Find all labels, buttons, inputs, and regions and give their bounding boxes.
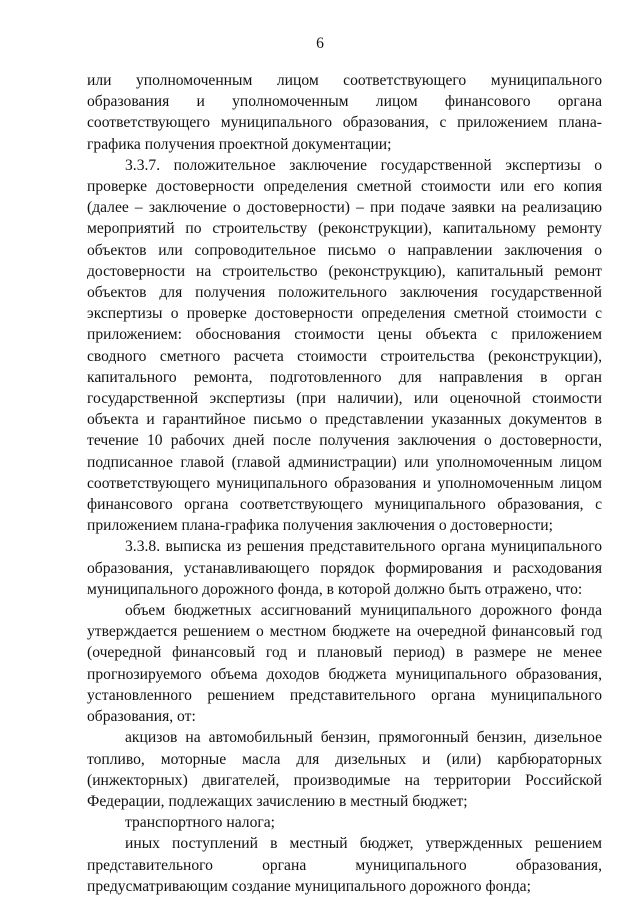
page-number: 6 xyxy=(316,35,324,52)
paragraph-3-3-8: 3.3.8. выписка из решения представительного органа муниципального образования, устанавливающего порядок формирования и расходования муниципального дорожного фонда, в которой должно быть отражено, что: xyxy=(87,538,602,598)
document-body xyxy=(87,70,602,897)
paragraph-excise: акцизов на автомобильный бензин, прямогонный бензин, дизельное топливо, моторные масла для дизельных и (или) карбюраторных (инжекторных) двигателей, производимые на территории Российской Федерации, подлежащих зачислению в местный бюджет; xyxy=(87,729,602,810)
paragraph-continuation: или уполномоченным лицом соответствующего муниципального образования и уполномоченным лицом финансового органа соответствующего муниципального образования, с приложением плана-графика получения проектной документации; xyxy=(87,72,602,153)
paragraph-fund-volume: объем бюджетных ассигнований муниципального дорожного фонда утверждается решением о местном бюджете на очередной финансовый год (очередной финансовый год и плановый период) в размере не менее прогнозируемого объема доходов бюджета муниципального образования, установленного решением представительного органа муниципального образования, от: xyxy=(87,602,602,726)
paragraph-3-3-7: 3.3.7. положительное заключение государственной экспертизы о проверке достоверности определения сметной стоимости или его копия (далее – заключение о достоверности) – при подаче заявки на реализацию мероприятий по строительству (реконструкции), капитальному ремонту объектов или сопроводительное письмо о направлении заключения о достоверности на строительство (реконструкцию), капитальный ремонт объектов для получения положительного заключения государственной экспертизы о проверке достоверности определения сметной стоимости с приложением: обоснования стоимости цены объекта с приложением сводного сметного расчета стоимости строительства (реконструкции), капитального ремонта, подготовленного для направления в орган государственной экспертизы (при наличии), или оценочной стоимости объекта и гарантийное письмо о представлении указанных документов в течение 10 рабочих дней после получения заключения о достоверности, подписанное главой (главой администрации) или уполномоченным лицом соответствующего муниципального образования и уполномоченным лицом финансового органа соответствующего муниципального образования, с приложением плана-графика получения заключения о достоверности; xyxy=(87,156,602,535)
paragraph-transport-tax: транспортного налога; xyxy=(125,814,276,832)
paragraph-other-revenues: иных поступлений в местный бюджет, утвержденных решением представительного органа муниципального образования, предусматривающим создание муниципального дорожного фонда; xyxy=(87,835,602,895)
